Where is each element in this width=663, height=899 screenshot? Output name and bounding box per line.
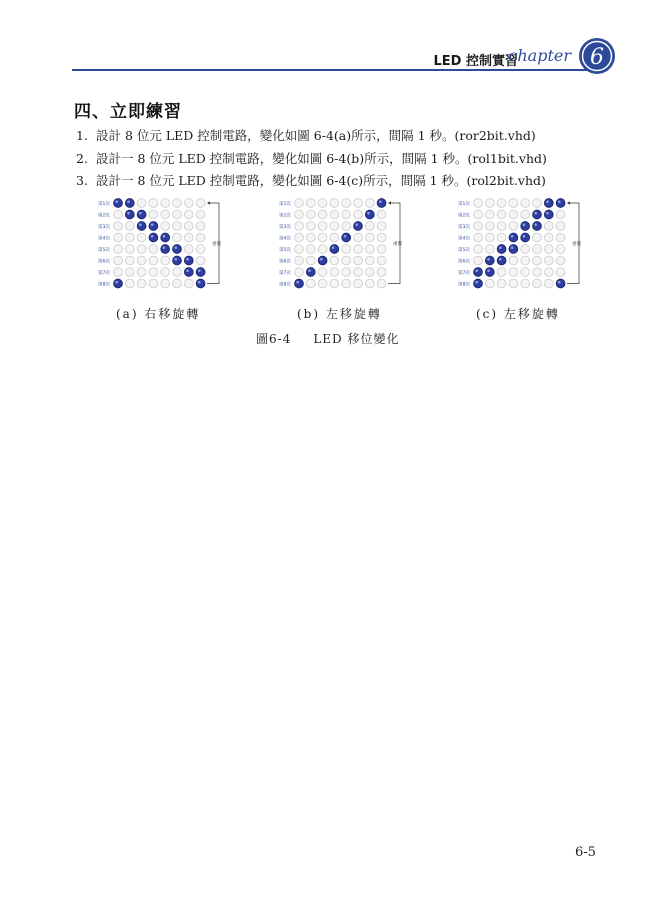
led-on: [125, 210, 134, 219]
led-off: [342, 279, 351, 288]
led-off: [318, 268, 327, 277]
led-off: [365, 222, 374, 231]
led-off: [377, 222, 386, 231]
led-off: [173, 233, 182, 242]
led-off: [114, 222, 123, 231]
led-on: [377, 199, 386, 208]
led-highlight: [174, 246, 177, 249]
led-highlight: [139, 212, 142, 215]
led-highlight: [546, 212, 549, 215]
led-off: [196, 256, 205, 265]
led-highlight: [151, 223, 154, 226]
led-off: [365, 245, 374, 254]
led-off: [330, 233, 339, 242]
led-off: [365, 279, 374, 288]
led-off: [184, 233, 193, 242]
led-off: [330, 210, 339, 219]
led-on: [306, 268, 315, 277]
led-off: [295, 210, 304, 219]
led-off: [521, 245, 530, 254]
led-off: [377, 256, 386, 265]
led-highlight: [355, 223, 358, 226]
led-off: [318, 245, 327, 254]
figure-label: 圖6-4: [256, 332, 292, 346]
led-off: [125, 245, 134, 254]
figure-caption: [256, 330, 400, 347]
led-off: [137, 199, 146, 208]
led-diagram-b: [279, 196, 405, 296]
repeat-label: 重覆: [572, 241, 581, 247]
led-off: [533, 256, 542, 265]
row-label: 第4次: [458, 236, 470, 242]
led-off: [173, 222, 182, 231]
led-off: [295, 245, 304, 254]
led-on: [474, 279, 483, 288]
led-off: [149, 279, 158, 288]
led-off: [173, 268, 182, 277]
led-on: [318, 256, 327, 265]
led-off: [295, 199, 304, 208]
row-label: 第4次: [279, 236, 291, 242]
led-off: [521, 256, 530, 265]
led-highlight: [558, 281, 561, 284]
item-number: 3.: [76, 173, 88, 188]
repeat-label: 重覆: [393, 241, 402, 247]
led-on: [509, 233, 518, 242]
led-off: [184, 279, 193, 288]
led-highlight: [487, 269, 490, 272]
led-off: [533, 279, 542, 288]
led-off: [354, 256, 363, 265]
led-off: [295, 222, 304, 231]
led-on: [354, 222, 363, 231]
led-on: [114, 279, 123, 288]
led-off: [184, 210, 193, 219]
led-off: [342, 256, 351, 265]
led-off: [556, 222, 565, 231]
panel-caption-c: (c) 左移旋轉: [476, 307, 560, 321]
led-off: [318, 222, 327, 231]
led-off: [544, 268, 553, 277]
led-on: [173, 256, 182, 265]
led-off: [161, 268, 170, 277]
led-off: [161, 256, 170, 265]
led-on: [521, 233, 530, 242]
led-off: [295, 256, 304, 265]
led-off: [149, 199, 158, 208]
led-off: [137, 256, 146, 265]
led-off: [137, 245, 146, 254]
led-on: [474, 268, 483, 277]
page-number: 6-5: [575, 845, 596, 860]
row-label: 第7次: [279, 270, 291, 276]
led-off: [196, 245, 205, 254]
figure-title: LED 移位變化: [313, 332, 400, 346]
row-label: 第2次: [458, 213, 470, 219]
repeat-label: 重覆: [212, 241, 221, 247]
led-highlight: [511, 246, 514, 249]
led-off: [342, 199, 351, 208]
led-off: [474, 233, 483, 242]
led-off: [556, 245, 565, 254]
led-highlight: [499, 246, 502, 249]
led-on: [137, 222, 146, 231]
led-off: [114, 233, 123, 242]
item-text: 設計一 8 位元 LED 控制電路，變化如圖 6-4(c)所示，間隔 1 秒。(rol2bit.vhd): [96, 173, 546, 188]
led-on: [137, 210, 146, 219]
led-highlight: [163, 235, 166, 238]
led-off: [354, 279, 363, 288]
led-off: [474, 199, 483, 208]
led-highlight: [546, 200, 549, 203]
led-highlight: [115, 281, 118, 284]
led-off: [509, 210, 518, 219]
panel-caption-a: (a) 右移旋轉: [116, 307, 201, 321]
led-off: [485, 245, 494, 254]
led-highlight: [511, 235, 514, 238]
led-off: [306, 222, 315, 231]
row-label: 第6次: [279, 259, 291, 265]
led-off: [485, 199, 494, 208]
led-on: [184, 268, 193, 277]
led-on: [330, 245, 339, 254]
led-off: [377, 245, 386, 254]
led-off: [125, 268, 134, 277]
led-off: [137, 233, 146, 242]
led-off: [497, 222, 506, 231]
led-off: [161, 222, 170, 231]
loop-arrow-icon: [567, 201, 570, 204]
led-off: [377, 233, 386, 242]
led-off: [184, 199, 193, 208]
led-off: [485, 210, 494, 219]
led-off: [377, 268, 386, 277]
led-on: [196, 279, 205, 288]
list-item: [76, 148, 547, 171]
led-off: [377, 279, 386, 288]
led-highlight: [534, 212, 537, 215]
led-on: [556, 279, 565, 288]
led-on: [497, 256, 506, 265]
led-off: [474, 245, 483, 254]
led-highlight: [115, 200, 118, 203]
led-on: [556, 199, 565, 208]
led-off: [125, 256, 134, 265]
led-off: [318, 210, 327, 219]
led-off: [114, 210, 123, 219]
led-off: [521, 199, 530, 208]
led-off: [509, 199, 518, 208]
led-off: [114, 245, 123, 254]
led-off: [184, 245, 193, 254]
led-off: [149, 210, 158, 219]
led-off: [306, 199, 315, 208]
header-rule: [72, 69, 587, 71]
led-off: [485, 222, 494, 231]
led-on: [149, 222, 158, 231]
led-off: [533, 268, 542, 277]
led-on: [125, 199, 134, 208]
led-off: [306, 256, 315, 265]
led-on: [295, 279, 304, 288]
led-off: [125, 279, 134, 288]
led-off: [365, 199, 374, 208]
led-off: [137, 268, 146, 277]
loop-arrow-icon: [388, 201, 391, 204]
led-off: [521, 268, 530, 277]
led-on: [521, 222, 530, 231]
led-off: [365, 233, 374, 242]
led-off: [318, 199, 327, 208]
led-off: [544, 279, 553, 288]
led-highlight: [499, 258, 502, 261]
led-diagram-c: [458, 196, 584, 296]
led-off: [173, 199, 182, 208]
led-off: [521, 279, 530, 288]
led-highlight: [186, 258, 189, 261]
row-label: 第6次: [98, 259, 110, 265]
led-highlight: [174, 258, 177, 261]
led-off: [318, 233, 327, 242]
item-number: 2.: [76, 150, 88, 166]
led-on: [161, 233, 170, 242]
led-highlight: [344, 235, 347, 238]
led-off: [365, 256, 374, 265]
led-off: [125, 233, 134, 242]
led-on: [114, 199, 123, 208]
led-highlight: [198, 269, 201, 272]
led-on: [533, 222, 542, 231]
led-off: [497, 233, 506, 242]
led-highlight: [379, 200, 382, 203]
item-number: 1.: [76, 128, 88, 143]
led-off: [354, 245, 363, 254]
led-on: [173, 245, 182, 254]
list-item: [76, 170, 547, 193]
led-off: [114, 256, 123, 265]
led-highlight: [308, 269, 311, 272]
row-label: 第3次: [98, 224, 110, 230]
led-off: [485, 279, 494, 288]
list-item: [76, 125, 547, 148]
led-highlight: [139, 223, 142, 226]
led-off: [306, 233, 315, 242]
led-off: [342, 222, 351, 231]
panel-caption-b: (b) 左移旋轉: [297, 307, 382, 321]
led-off: [306, 279, 315, 288]
led-highlight: [487, 258, 490, 261]
led-highlight: [367, 212, 370, 215]
led-off: [330, 279, 339, 288]
chapter-number: 6: [590, 45, 604, 70]
led-off: [509, 268, 518, 277]
page-header: [0, 0, 663, 80]
row-label: 第5次: [458, 247, 470, 253]
row-label: 第8次: [458, 282, 470, 288]
led-off: [497, 210, 506, 219]
led-off: [377, 210, 386, 219]
led-highlight: [332, 246, 335, 249]
led-off: [533, 199, 542, 208]
led-off: [544, 222, 553, 231]
led-off: [137, 279, 146, 288]
led-highlight: [127, 200, 130, 203]
led-off: [114, 268, 123, 277]
section-title: 四、立即練習: [74, 102, 182, 122]
led-off: [173, 279, 182, 288]
led-on: [149, 233, 158, 242]
row-label: 第7次: [98, 270, 110, 276]
led-off: [533, 233, 542, 242]
led-off: [354, 233, 363, 242]
led-on: [497, 245, 506, 254]
led-highlight: [320, 258, 323, 261]
row-label: 第5次: [279, 247, 291, 253]
led-highlight: [163, 246, 166, 249]
loop-arrow-icon: [207, 201, 210, 204]
led-off: [295, 233, 304, 242]
led-off: [149, 268, 158, 277]
led-off: [509, 222, 518, 231]
row-label: 第7次: [458, 270, 470, 276]
led-off: [196, 210, 205, 219]
row-label: 第8次: [98, 282, 110, 288]
led-on: [509, 245, 518, 254]
led-off: [342, 245, 351, 254]
row-label: 第1次: [279, 201, 291, 207]
led-on: [184, 256, 193, 265]
led-off: [556, 256, 565, 265]
led-off: [295, 268, 304, 277]
led-off: [509, 279, 518, 288]
led-off: [556, 268, 565, 277]
led-highlight: [558, 200, 561, 203]
row-label: 第8次: [279, 282, 291, 288]
led-highlight: [296, 281, 299, 284]
led-highlight: [534, 223, 537, 226]
led-on: [342, 233, 351, 242]
led-highlight: [523, 223, 526, 226]
led-highlight: [198, 281, 201, 284]
row-label: 第3次: [279, 224, 291, 230]
led-off: [354, 268, 363, 277]
led-highlight: [523, 235, 526, 238]
led-off: [196, 199, 205, 208]
led-off: [485, 233, 494, 242]
led-on: [485, 256, 494, 265]
led-off: [544, 256, 553, 265]
row-label: 第1次: [458, 201, 470, 207]
led-off: [509, 256, 518, 265]
header-title: LED 控制實習: [433, 54, 518, 69]
led-off: [330, 268, 339, 277]
led-off: [354, 199, 363, 208]
led-off: [556, 210, 565, 219]
led-off: [149, 256, 158, 265]
led-off: [533, 245, 542, 254]
led-off: [365, 268, 374, 277]
led-off: [184, 222, 193, 231]
row-label: 第4次: [98, 236, 110, 242]
led-highlight: [475, 269, 478, 272]
led-on: [485, 268, 494, 277]
led-highlight: [151, 235, 154, 238]
led-diagram-a: [98, 196, 224, 296]
led-off: [318, 279, 327, 288]
led-on: [365, 210, 374, 219]
item-text: 設計 8 位元 LED 控制電路，變化如圖 6-4(a)所示，間隔 1 秒。(ror2bit.vhd): [96, 128, 536, 143]
item-text: 設計一 8 位元 LED 控制電路，變化如圖 6-4(b)所示，間隔 1 秒。(rol1bit.vhd): [96, 150, 547, 166]
row-label: 第6次: [458, 259, 470, 265]
led-off: [497, 279, 506, 288]
led-off: [161, 210, 170, 219]
led-on: [196, 268, 205, 277]
led-off: [196, 233, 205, 242]
led-off: [306, 245, 315, 254]
led-highlight: [127, 212, 130, 215]
led-off: [149, 245, 158, 254]
led-off: [474, 210, 483, 219]
row-label: 第1次: [98, 201, 110, 207]
led-off: [342, 210, 351, 219]
led-off: [196, 222, 205, 231]
led-off: [161, 199, 170, 208]
led-off: [354, 210, 363, 219]
led-highlight: [186, 269, 189, 272]
led-off: [544, 233, 553, 242]
led-off: [173, 210, 182, 219]
led-off: [330, 222, 339, 231]
led-off: [161, 279, 170, 288]
led-off: [544, 245, 553, 254]
led-off: [474, 256, 483, 265]
row-label: 第2次: [279, 213, 291, 219]
led-off: [497, 268, 506, 277]
led-on: [533, 210, 542, 219]
led-on: [544, 199, 553, 208]
led-off: [497, 199, 506, 208]
led-off: [306, 210, 315, 219]
row-label: 第2次: [98, 213, 110, 219]
led-off: [125, 222, 134, 231]
led-off: [342, 268, 351, 277]
led-highlight: [475, 281, 478, 284]
chapter-badge-icon: [577, 36, 617, 76]
header-chapter-word: chapter: [508, 46, 571, 65]
led-off: [521, 210, 530, 219]
row-label: 第5次: [98, 247, 110, 253]
exercise-list: [76, 125, 547, 193]
led-on: [544, 210, 553, 219]
led-off: [330, 199, 339, 208]
led-off: [330, 256, 339, 265]
row-label: 第3次: [458, 224, 470, 230]
led-off: [556, 233, 565, 242]
led-on: [161, 245, 170, 254]
led-off: [474, 222, 483, 231]
